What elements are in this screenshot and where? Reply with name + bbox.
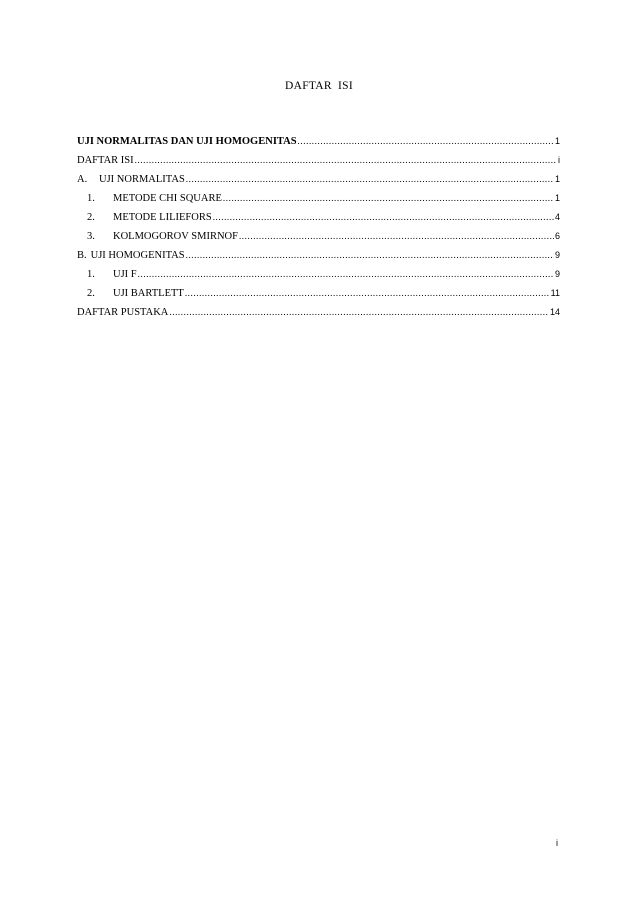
dot-leader: [239, 231, 554, 241]
toc-entry-uji-homogenitas[interactable]: [77, 250, 560, 269]
toc-entry-daftar-isi[interactable]: [77, 155, 560, 174]
toc-entry-number: A.: [77, 174, 88, 185]
toc-entry-uji-bartlett[interactable]: [77, 288, 560, 307]
page-title: DAFTAR ISI: [284, 80, 353, 92]
toc-entry-chi-square[interactable]: [77, 193, 560, 212]
toc-entry-text: METODE LILIEFORS: [113, 212, 212, 223]
dot-leader: [298, 136, 554, 146]
dot-leader: [169, 307, 549, 317]
toc-entry-daftar-pustaka[interactable]: [77, 307, 560, 326]
toc-entry-text: UJI NORMALITAS DAN UJI HOMOGENITAS: [77, 136, 297, 147]
toc-entry-page: 1: [554, 174, 560, 184]
toc-entry-text: UJI BARTLETT: [113, 288, 184, 299]
toc-entry-uji-normalitas[interactable]: [77, 174, 560, 193]
dot-leader: [135, 155, 557, 165]
toc-entry-page: 1: [554, 193, 560, 203]
toc-entry-page: 9: [554, 250, 560, 260]
toc-entry-text: UJI F: [113, 269, 137, 280]
toc-entry-uji-f[interactable]: [77, 269, 560, 288]
toc-entry-text: DAFTAR PUSTAKA: [77, 307, 169, 318]
dot-leader: [186, 250, 554, 260]
toc-entry-number: 1.: [87, 269, 95, 280]
toc-entry-number: 3.: [87, 231, 95, 242]
toc-entry-text: UJI HOMOGENITAS: [90, 250, 185, 261]
toc-entry-liliefors[interactable]: [77, 212, 560, 231]
toc-entry-number: 1.: [87, 193, 95, 204]
toc-entry-text: METODE CHI SQUARE: [113, 193, 222, 204]
toc-entry-text: UJI NORMALITAS: [99, 174, 185, 185]
toc-entry-page: 9: [554, 269, 560, 279]
dot-leader: [185, 288, 550, 298]
toc-entry-page: 1: [554, 136, 560, 146]
table-of-contents: [77, 136, 560, 326]
toc-entry-number: 2.: [87, 212, 95, 223]
toc-entry-page: i: [558, 155, 560, 165]
toc-entry-number: 2.: [87, 288, 95, 299]
toc-entry-kolmogorov-smirnof[interactable]: [77, 231, 560, 250]
toc-entry-page: 6: [554, 231, 560, 241]
page-number: i: [556, 838, 558, 848]
toc-entry-number: B.: [77, 250, 87, 261]
toc-entry-text: DAFTAR ISI: [77, 155, 134, 166]
toc-entry-page: 11: [550, 288, 560, 298]
toc-entry-main-title[interactable]: [77, 136, 560, 155]
dot-leader: [138, 269, 554, 279]
toc-entry-page: 4: [554, 212, 560, 222]
toc-entry-text: KOLMOGOROV SMIRNOF: [113, 231, 238, 242]
dot-leader: [223, 193, 554, 203]
toc-entry-page: 14: [549, 307, 560, 317]
dot-leader: [213, 212, 554, 222]
dot-leader: [186, 174, 554, 184]
